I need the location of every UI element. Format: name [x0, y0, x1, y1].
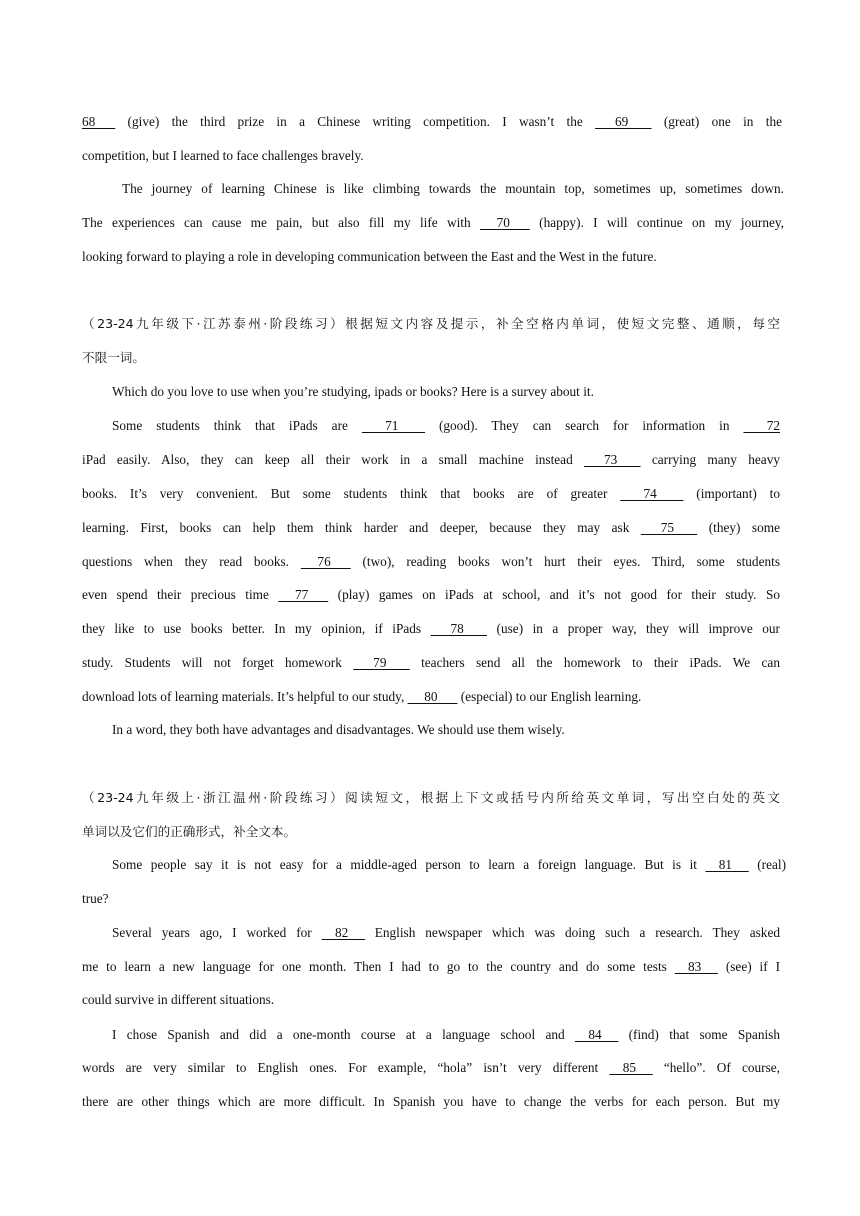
s3-line-1: Some people say it is not easy for a middle-aged person to learn a foreign language. But is it 81 (real) [112, 857, 787, 872]
s3-instruction-2: 单词以及它们的正确形式，补全文本。 [82, 824, 297, 839]
s3-line-6: I chose Spanish and did a one-month course at a language school and 84 (find) that some Spanish [112, 1027, 780, 1042]
blank-71[interactable]: 71 [361, 418, 426, 433]
blank-68[interactable]: 68 [82, 114, 116, 129]
s2-line-4: books. It’s very convenient. But some students think that books are of greater 74 (important) to [82, 486, 780, 501]
s2-line-1: Which do you love to use when you’re studying, ipads or books? Here is a survey about it. [112, 384, 594, 399]
s2-line-11: In a word, they both have advantages and disadvantages. We should use them wisely. [112, 722, 565, 737]
s2-line-6: questions when they read books. 76 (two), reading books won’t hurt their eyes. Third, some students [82, 554, 780, 569]
p1-line-4: The experiences can cause me pain, but also fill my life with 70 (happy). I will continue on my journey, [82, 215, 784, 230]
blank-69[interactable]: 69 [595, 114, 652, 129]
s2-line-10: download lots of learning materials. It’s helpful to our study, 80 (especial) to our English learning. [82, 689, 642, 704]
blank-72[interactable]: 72 [743, 418, 781, 433]
s3-line-7: words are very similar to English ones. For example, “hola” isn’t very different 85 “hello”. Of course, [82, 1060, 780, 1075]
p1-line-5: looking forward to playing a role in developing communication between the East and the West in the future. [82, 249, 657, 264]
s2-instruction-2: 不限一词。 [82, 350, 145, 365]
s2-line-5: learning. First, books can help them think harder and deeper, because they may ask 75 (they) some [82, 520, 780, 535]
blank-78[interactable]: 78 [430, 621, 488, 636]
blank-85[interactable]: 85 [609, 1060, 653, 1075]
s2-line-2: Some students think that iPads are 71 (good). They can search for information in 72 [112, 418, 781, 433]
s2-instruction-1: （23-24九年级下·江苏泰州·阶段练习）根据短文内容及提示，补全空格内单词，使短文完整、通顺，每空 [82, 316, 780, 331]
s2-line-9: study. Students will not forget homework 79 teachers send all the homework to their iPads. We can [82, 655, 780, 670]
blank-73[interactable]: 73 [584, 452, 641, 467]
s2-line-3: iPad easily. Also, they can keep all their work in a small machine instead 73 carrying many heavy [82, 452, 780, 467]
blank-82[interactable]: 82 [321, 925, 365, 940]
s3-line-3: Several years ago, I worked for 82 English newspaper which was doing such a research. They asked [112, 925, 780, 940]
s2-line-7: even spend their precious time 77 (play) games on iPads at school, and it’s not good for their study. So [82, 587, 780, 602]
s3-line-2: true? [82, 891, 109, 906]
s3-instruction-1: （23-24九年级上·浙江温州·阶段练习）阅读短文，根据上下文或括号内所给英文单词，写出空白处的英文 [82, 790, 780, 805]
s3-line-4: me to learn a new language for one month. Then I had to go to the country and do some tests 83 (see) if I [82, 959, 780, 974]
p1-line-2: competition, but I learned to face challenges bravely. [82, 148, 364, 163]
blank-80[interactable]: 80 [407, 689, 458, 704]
s3-line-5: could survive in different situations. [82, 992, 275, 1007]
blank-76[interactable]: 76 [300, 554, 351, 569]
blank-70[interactable]: 70 [479, 215, 530, 230]
blank-74[interactable]: 74 [620, 486, 684, 501]
blank-83[interactable]: 83 [674, 959, 718, 974]
p1-line-1: 68 (give) the third prize in a Chinese writing competition. I wasn’t the 69 (great) one in the [82, 114, 782, 129]
blank-79[interactable]: 79 [353, 655, 410, 670]
p1-line-3: The journey of learning Chinese is like climbing towards the mountain top, sometimes up, sometimes down. [122, 181, 784, 196]
blank-77[interactable]: 77 [278, 587, 329, 602]
s2-line-8: they like to use books better. In my opinion, if iPads 78 (use) in a proper way, they will improve our [82, 621, 780, 636]
blank-81[interactable]: 81 [705, 857, 749, 872]
blank-75[interactable]: 75 [640, 520, 698, 535]
blank-84[interactable]: 84 [575, 1027, 619, 1042]
s3-line-8: there are other things which are more difficult. In Spanish you have to change the verbs for each person. But my [82, 1094, 780, 1109]
